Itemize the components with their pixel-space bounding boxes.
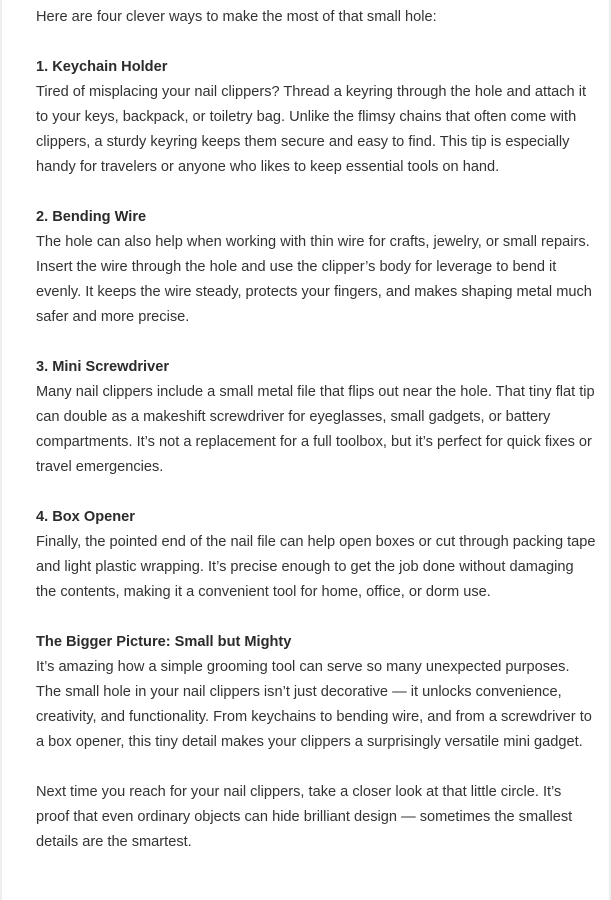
intro-paragraph: Here are four clever ways to make the most of that small hole: [36, 9, 437, 25]
section-body: Finally, the pointed end of the nail file can help open boxes or cut through packing tape and light plastic wrapping. It’s precise enough to get the job done without damaging the contents, making it a convenient tool for home, office, or dorm use. [36, 534, 596, 600]
section-body: Many nail clippers include a small metal file that flips out near the hole. That tiny flat tip can double as a makeshift screwdriver for eyeglasses, small gadgets, or battery compartments. It’s not a replacement for a full toolbox, but it’s perfect for quick fixes or travel emergencies. [36, 384, 595, 475]
closing-paragraph: Next time you reach for your nail clippers, take a closer look at that little circle. It’s proof that even ordinary objects can hide brilliant design — sometimes the smallest details are the smartest. [36, 784, 573, 850]
section-heading: 1. Keychain Holder [36, 59, 168, 75]
section-heading: The Bigger Picture: Small but Mighty [36, 634, 292, 650]
section-heading: 2. Bending Wire [36, 209, 147, 225]
article-content [36, 5, 596, 855]
section-mini-screwdriver [36, 355, 596, 480]
section-body: It’s amazing how a simple grooming tool can serve so many unexpected purposes. The small hole in your nail clippers isn’t just decorative — it unlocks convenience, creativity, and functionality. From keychains to bending wire, and from a screwdriver to a box opener, this tiny detail makes your clippers a surprisingly versatile mini gadget. [36, 659, 592, 750]
section-keychain-holder [36, 55, 596, 180]
section-body: The hole can also help when working with thin wire for crafts, jewelry, or small repairs. Insert the wire through the hole and use the clipper’s body for leverage to bend it evenly. It keeps the wire steady, protects your fingers, and makes shaping metal much safer and more precise. [36, 234, 592, 325]
section-bending-wire [36, 205, 596, 330]
section-heading: 3. Mini Screwdriver [36, 359, 170, 375]
section-body: Tired of misplacing your nail clippers? Thread a keyring through the hole and attach it to your keys, backpack, or toiletry bag. Unlike the flimsy chains that often come with clippers, a sturdy keyring keeps them secure and easy to find. This tip is especially handy for travelers or anyone who likes to keep essential tools on hand. [36, 84, 587, 175]
section-heading: 4. Box Opener [36, 509, 135, 525]
section-box-opener [36, 505, 596, 605]
section-bigger-picture [36, 630, 596, 755]
